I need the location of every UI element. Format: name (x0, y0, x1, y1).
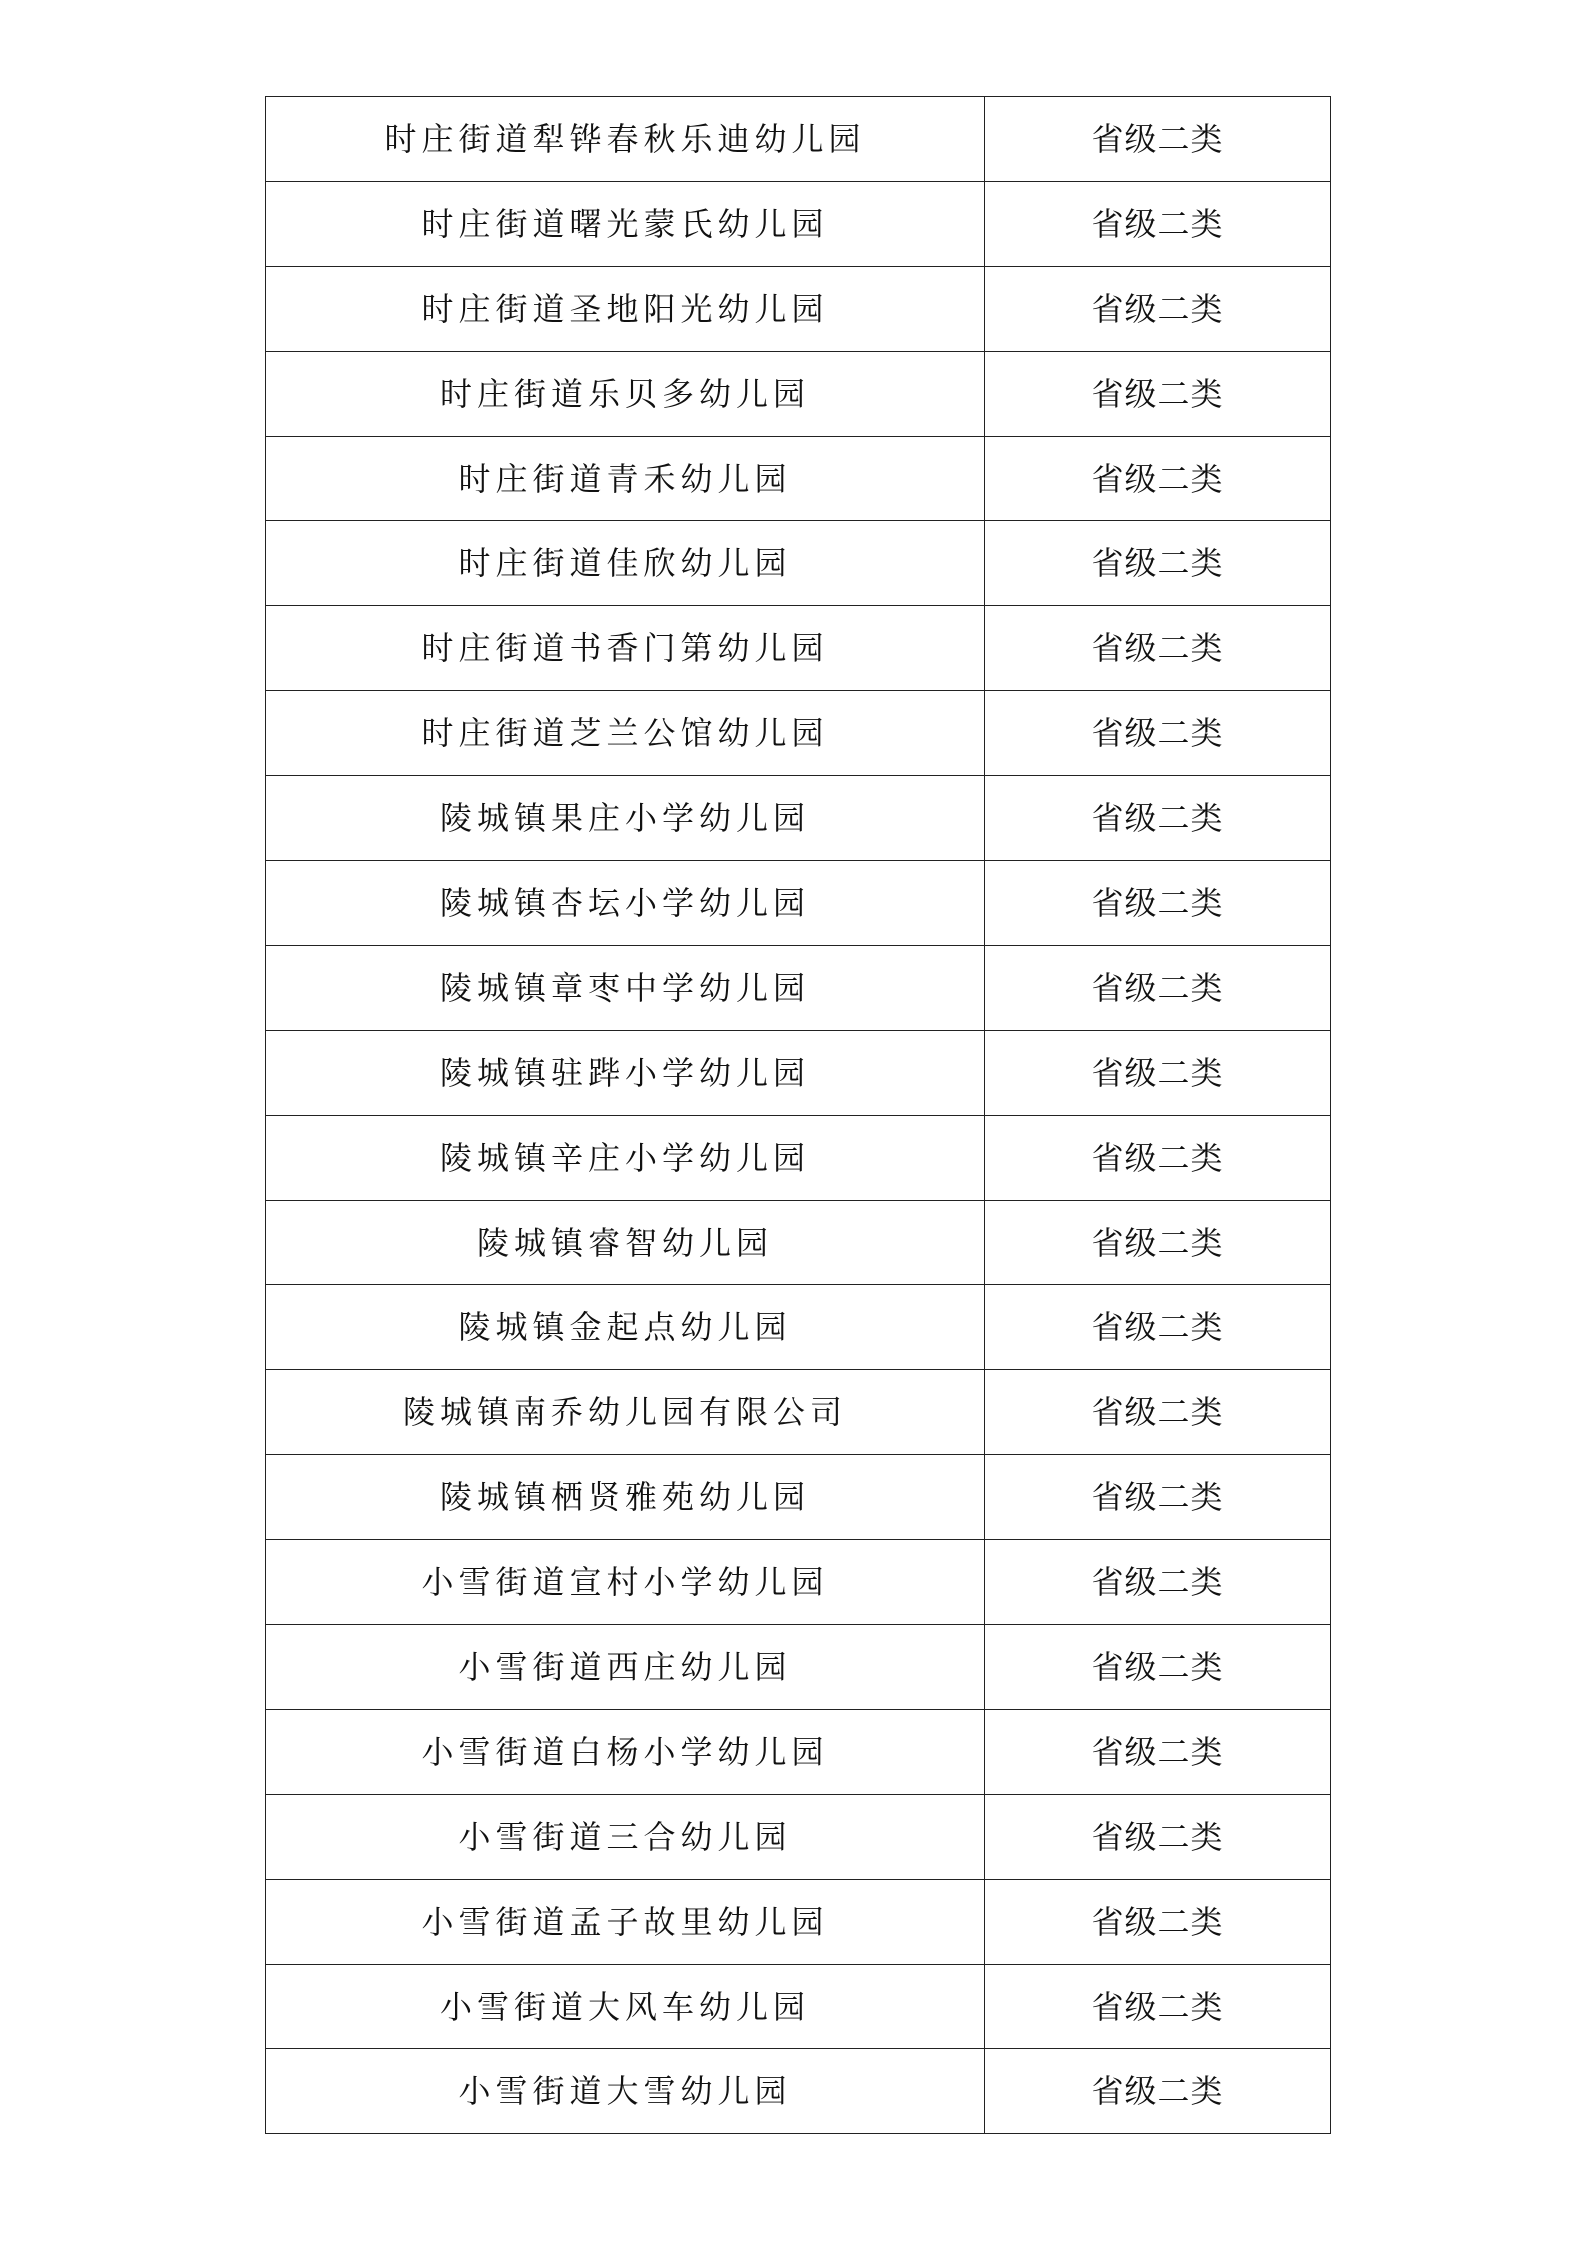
level-cell: 省级二类 (985, 1709, 1331, 1794)
kindergarten-name-cell: 小雪街道白杨小学幼儿园 (266, 1709, 985, 1794)
kindergarten-name-cell: 小雪街道宣村小学幼儿园 (266, 1540, 985, 1625)
kindergarten-name-cell: 小雪街道三合幼儿园 (266, 1794, 985, 1879)
table-row (266, 1964, 1331, 2049)
kindergarten-name-cell: 陵城镇辛庄小学幼儿园 (266, 1115, 985, 1200)
table-row (266, 351, 1331, 436)
table-row (266, 1879, 1331, 1964)
level-cell: 省级二类 (985, 181, 1331, 266)
level-cell: 省级二类 (985, 1540, 1331, 1625)
level-cell: 省级二类 (985, 1200, 1331, 1285)
level-cell: 省级二类 (985, 1030, 1331, 1115)
level-cell: 省级二类 (985, 861, 1331, 946)
table-row (266, 97, 1331, 182)
table-row (266, 2049, 1331, 2134)
kindergarten-name-cell: 陵城镇金起点幼儿园 (266, 1285, 985, 1370)
kindergarten-name-cell: 陵城镇果庄小学幼儿园 (266, 776, 985, 861)
table-row (266, 1200, 1331, 1285)
kindergarten-name-cell: 时庄街道犁铧春秋乐迪幼儿园 (266, 97, 985, 182)
level-cell: 省级二类 (985, 1455, 1331, 1540)
kindergarten-name-cell: 陵城镇杏坛小学幼儿园 (266, 861, 985, 946)
kindergarten-name-cell: 小雪街道西庄幼儿园 (266, 1625, 985, 1710)
level-cell: 省级二类 (985, 1879, 1331, 1964)
level-cell: 省级二类 (985, 1794, 1331, 1879)
table-row (266, 1625, 1331, 1710)
level-cell: 省级二类 (985, 2049, 1331, 2134)
level-cell: 省级二类 (985, 1964, 1331, 2049)
level-cell: 省级二类 (985, 97, 1331, 182)
table-row (266, 1115, 1331, 1200)
kindergarten-table (265, 96, 1331, 2134)
kindergarten-name-cell: 时庄街道书香门第幼儿园 (266, 606, 985, 691)
table-row (266, 1285, 1331, 1370)
kindergarten-name-cell: 时庄街道佳欣幼儿园 (266, 521, 985, 606)
level-cell: 省级二类 (985, 691, 1331, 776)
level-cell: 省级二类 (985, 436, 1331, 521)
kindergarten-name-cell: 陵城镇南乔幼儿园有限公司 (266, 1370, 985, 1455)
table-row (266, 1030, 1331, 1115)
level-cell: 省级二类 (985, 1115, 1331, 1200)
level-cell: 省级二类 (985, 606, 1331, 691)
table-row (266, 1709, 1331, 1794)
table-row (266, 1455, 1331, 1540)
kindergarten-name-cell: 陵城镇栖贤雅苑幼儿园 (266, 1455, 985, 1540)
table-row (266, 861, 1331, 946)
table-row (266, 606, 1331, 691)
kindergarten-name-cell: 陵城镇驻跸小学幼儿园 (266, 1030, 985, 1115)
level-cell: 省级二类 (985, 351, 1331, 436)
table-row (266, 1794, 1331, 1879)
level-cell: 省级二类 (985, 945, 1331, 1030)
level-cell: 省级二类 (985, 1285, 1331, 1370)
kindergarten-name-cell: 陵城镇章枣中学幼儿园 (266, 945, 985, 1030)
level-cell: 省级二类 (985, 1370, 1331, 1455)
level-cell: 省级二类 (985, 1625, 1331, 1710)
kindergarten-name-cell: 小雪街道大风车幼儿园 (266, 1964, 985, 2049)
kindergarten-name-cell: 小雪街道孟子故里幼儿园 (266, 1879, 985, 1964)
kindergarten-name-cell: 时庄街道圣地阳光幼儿园 (266, 266, 985, 351)
table-row (266, 181, 1331, 266)
table-row (266, 945, 1331, 1030)
kindergarten-name-cell: 时庄街道芝兰公馆幼儿园 (266, 691, 985, 776)
table-row (266, 776, 1331, 861)
level-cell: 省级二类 (985, 776, 1331, 861)
table-row (266, 691, 1331, 776)
level-cell: 省级二类 (985, 266, 1331, 351)
table-row (266, 1370, 1331, 1455)
table-row (266, 1540, 1331, 1625)
table-row (266, 521, 1331, 606)
kindergarten-name-cell: 时庄街道乐贝多幼儿园 (266, 351, 985, 436)
level-cell: 省级二类 (985, 521, 1331, 606)
kindergarten-name-cell: 时庄街道青禾幼儿园 (266, 436, 985, 521)
table-row (266, 436, 1331, 521)
table-body (266, 97, 1331, 2134)
table-row (266, 266, 1331, 351)
kindergarten-name-cell: 小雪街道大雪幼儿园 (266, 2049, 985, 2134)
kindergarten-name-cell: 时庄街道曙光蒙氏幼儿园 (266, 181, 985, 266)
kindergarten-name-cell: 陵城镇睿智幼儿园 (266, 1200, 985, 1285)
